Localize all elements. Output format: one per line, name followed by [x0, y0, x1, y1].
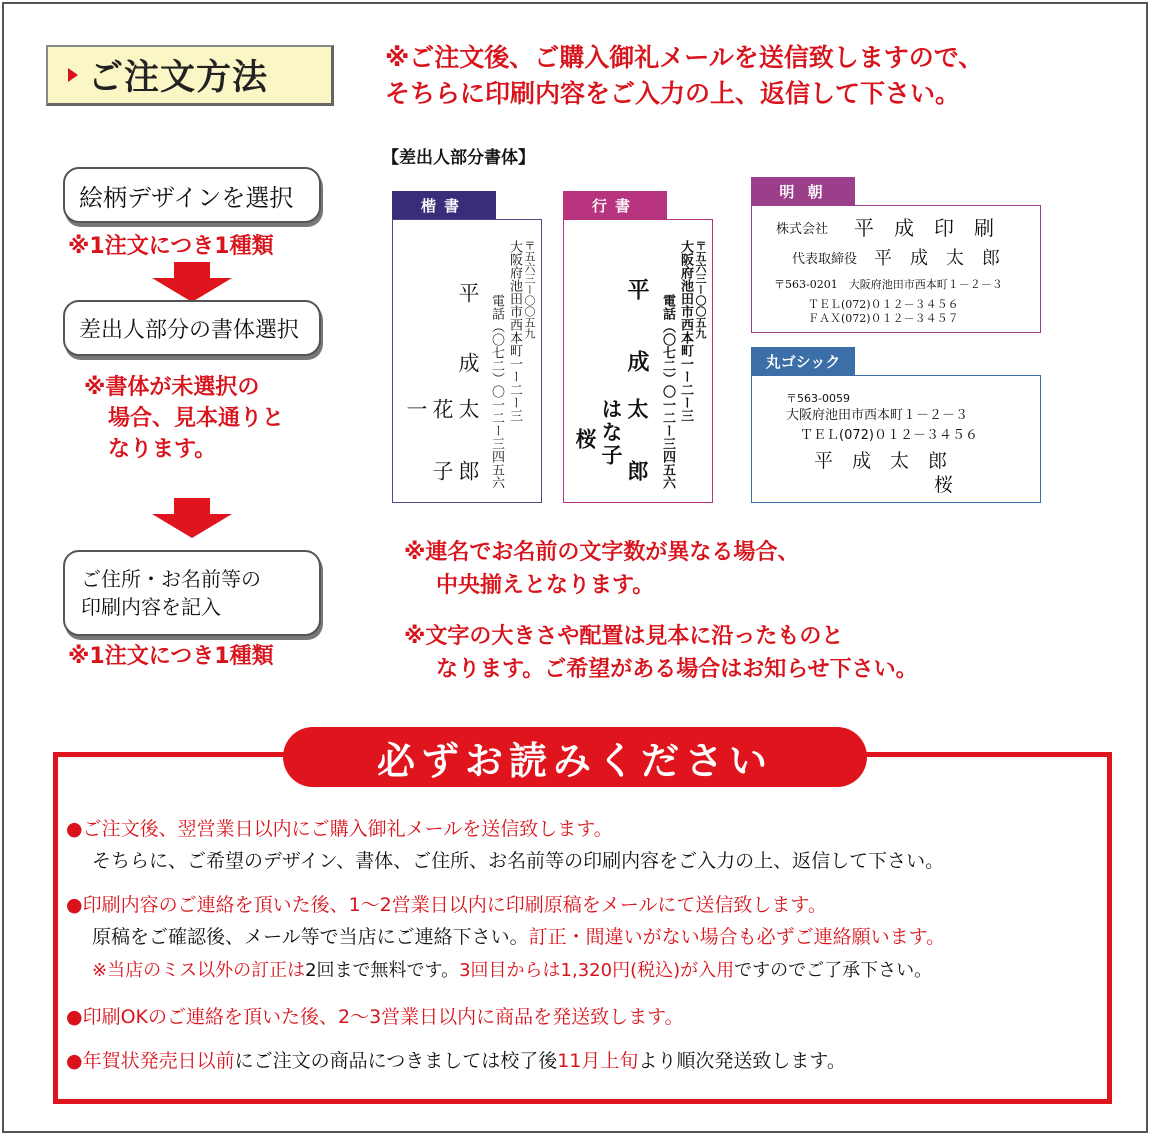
bullet-2-note-part: 2回まで無料: [305, 960, 407, 981]
font-section-heading: 【差出人部分書体】: [382, 148, 535, 168]
mincho-rep: 平 成 太 郎: [874, 248, 1000, 269]
bullet-4-part: ●年賀状発売日以前: [66, 1050, 235, 1072]
maru-tel: ＴＥＬ(072)０１２－３４５６: [800, 428, 978, 443]
mincho-rep-label: 代表取締役: [792, 252, 858, 267]
note-line: ※連名でお名前の文字数が異なる場合、: [404, 540, 800, 565]
gyosho-tel: 電話（〇七二）〇一二ー三四五六: [660, 294, 675, 489]
bullet-2-note-part: ですのでご了承下さい。: [734, 960, 933, 981]
bullet-2-note-part: ※当店のミス以外の訂正は: [92, 960, 306, 981]
bullet-2-sub: [92, 922, 945, 949]
gyosho-address: 大阪府池田市西本町一ー二ー三: [678, 240, 693, 422]
note-line: 中央揃えとなります。: [436, 573, 655, 598]
maru-tab: 丸ゴシック: [751, 347, 855, 375]
down-arrow-icon: [144, 262, 240, 302]
step2-note-line: ※書体が未選択の: [84, 375, 260, 400]
step2-note-line: 場合、見本通りと: [108, 406, 285, 431]
bullet-2-note-part: 3回目からは1,320円(税込)が入用: [459, 960, 735, 981]
must-read-banner: 必ずお読みください: [283, 727, 867, 787]
bullet-2-sub-highlight: 訂正・間違いがない場合も必ずご連絡願います。: [528, 926, 946, 948]
kaisho-tel: 電話（〇七二）〇一二ー三四五六: [489, 294, 504, 489]
note-line: なります。ご希望がある場合はお知らせ下さい。: [436, 657, 918, 682]
step-select-design: [63, 167, 321, 223]
kaisho-surname: 平 成: [456, 282, 480, 387]
step2-note: [84, 372, 284, 465]
bullet-4-part: 11月上旬: [557, 1050, 639, 1072]
step-enter-content: [63, 550, 321, 636]
bullet-3: ●印刷OKのご連絡を頂いた後、2～3営業日以内に商品を発送致します。: [66, 1006, 684, 1028]
mincho-company: 平 成 印 刷: [854, 216, 994, 240]
top-notice: [385, 40, 983, 112]
bullet-1: ●ご注文後、翌営業日以内にご購入御礼メールを送信致します。: [66, 818, 613, 840]
maru-zip: 〒563-0059: [786, 392, 850, 405]
down-arrow-icon: [144, 498, 240, 538]
mincho-address: 〒563-0201 大阪府池田市西本町１－２－３: [774, 278, 1003, 291]
bullet-2-sub-text: 原稿をご確認後、メール等で当店にご連絡下さい。: [92, 926, 529, 948]
mincho-fax: ＦＡＸ(072)０１２－３４５７: [808, 312, 959, 325]
gyosho-given1: 太 郎: [625, 398, 650, 491]
maru-address: 大阪府池田市西本町１－２－３: [786, 408, 969, 423]
gyosho-zip: 〒五六三ー〇〇五九: [694, 240, 707, 339]
bullet-4-part: より順次発送致します。: [638, 1050, 846, 1072]
mincho-sample-card: [751, 205, 1041, 333]
step3-note: ※1注文につき1種類: [68, 644, 274, 669]
bullet-1-sub: そちらに、ご希望のデザイン、書体、ご住所、お名前等の印刷内容をご入力の上、返信して下さい。: [92, 850, 945, 872]
step-select-font: [63, 300, 321, 356]
kaisho-given1: 太 郎: [456, 398, 480, 491]
top-notice-line2: そちらに印刷内容をご入力の上、返信して下さい。: [385, 79, 961, 108]
section-title-box: [46, 45, 334, 106]
kaisho-tab: 楷書: [392, 191, 496, 219]
layout-note: [404, 620, 918, 686]
kaisho-given2: 花 子: [430, 398, 454, 491]
kaisho-extra: 一: [404, 398, 428, 419]
step-label: 差出人部分の書体選択: [79, 317, 300, 343]
top-notice-line1: ※ご注文後、ご購入御礼メールを送信致しますので、: [385, 43, 984, 72]
bullet-2: ●印刷内容のご連絡を頂いた後、1～2営業日以内に印刷原稿をメールにて送信致します。: [66, 894, 827, 916]
step-label: 絵柄デザインを選択: [79, 183, 294, 212]
section-title: ご注文方法: [88, 58, 269, 98]
maru-name2: 桜: [934, 474, 954, 496]
bullet-4-part: にご注文の商品につきましては校了後: [234, 1050, 558, 1072]
gyosho-extra: 桜: [573, 428, 598, 449]
kaisho-sample-card: [392, 219, 542, 503]
gyosho-tab: 行書: [563, 191, 667, 219]
kaisho-zip: 〒五六三ー〇〇五九: [523, 240, 536, 339]
step-label: 印刷内容を記入: [81, 595, 221, 619]
mincho-tel: ＴＥＬ(072)０１２－３４５６: [808, 298, 959, 311]
bullet-2-note-part: です。: [406, 960, 460, 981]
kaisho-address: 大阪府池田市西本町一ー二ー三: [507, 240, 522, 422]
note-line: ※文字の大きさや配置は見本に沿ったものと: [404, 624, 844, 649]
mincho-tab: 明 朝: [751, 177, 855, 205]
gyosho-surname: 平 成: [624, 278, 650, 386]
mincho-company-label: 株式会社: [776, 222, 829, 237]
gyosho-sample-card: [563, 219, 713, 503]
step1-note: ※1注文につき1種類: [68, 234, 274, 259]
maru-sample-card: [751, 375, 1041, 503]
step2-note-line: なります。: [108, 437, 217, 462]
maru-name: 平 成 太 郎: [814, 450, 948, 472]
bullet-4: [66, 1046, 846, 1073]
triangle-bullet-icon: [68, 68, 78, 82]
joint-name-note: [404, 536, 799, 602]
gyosho-given2: はな子: [599, 398, 624, 467]
bullet-2-note: [92, 956, 932, 982]
step-label: ご住所・お名前等の: [81, 567, 261, 591]
